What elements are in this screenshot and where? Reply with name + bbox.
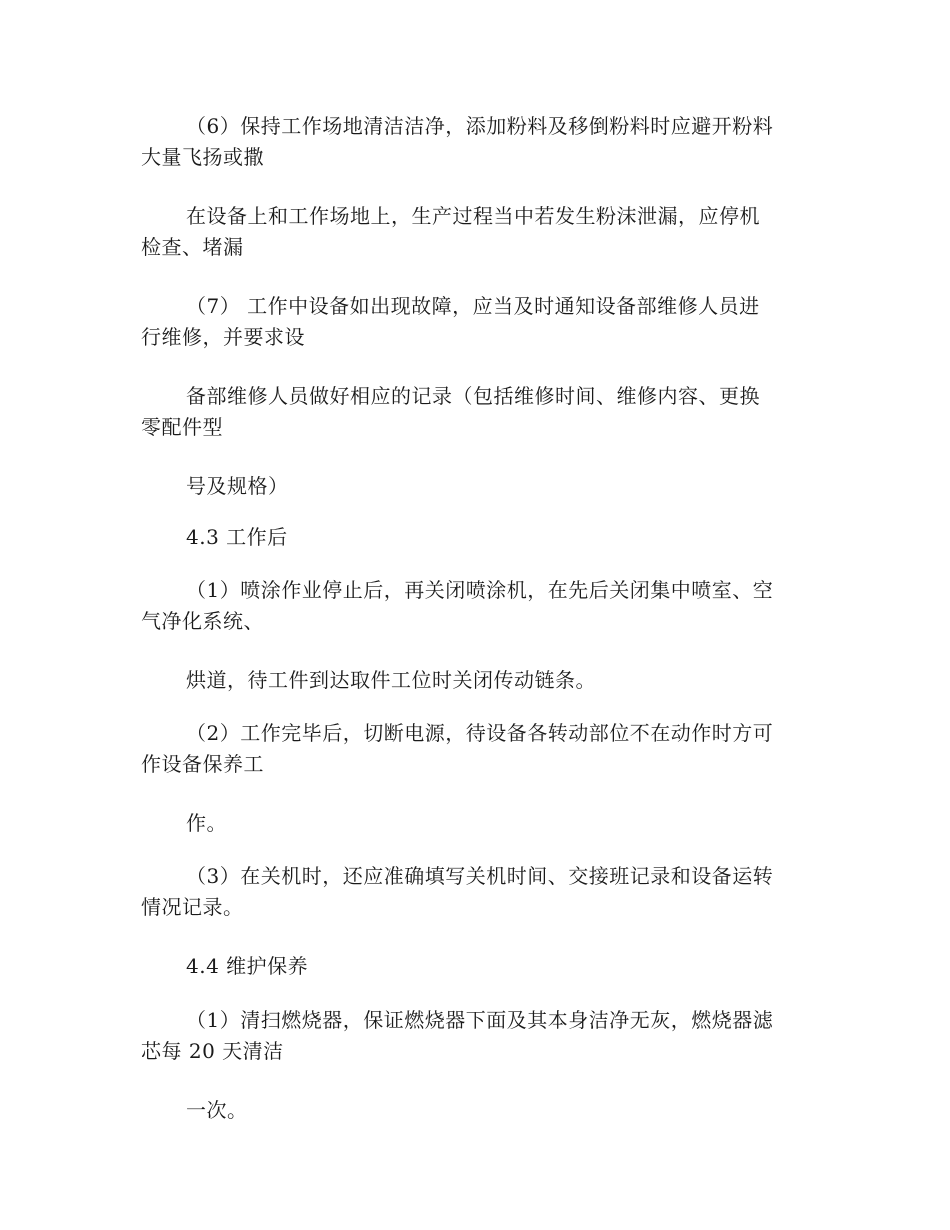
paragraph-line: 大量飞扬或撒	[141, 145, 264, 169]
paragraph-line: 备部维修人员做好相应的记录（包括维修时间、维修内容、更换	[186, 384, 760, 408]
paragraph-line: 作设备保养工	[141, 752, 264, 776]
paragraph-line: （6）保持工作场地清洁洁净，添加粉料及移倒粉料时应避开粉料	[186, 114, 774, 138]
paragraph-1-shutdown	[0, 575, 950, 637]
paragraph-line: 作。	[186, 811, 227, 835]
paragraph-line: 行维修，并要求设	[141, 325, 305, 349]
paragraph-line: 烘道，待工件到达取件工位时关闭传动链条。	[186, 668, 596, 692]
paragraph-line: 情况记录。	[141, 895, 244, 919]
section-heading-4-4	[0, 951, 950, 982]
paragraph-line: （7） 工作中设备如出现故障，应当及时通知设备部维修人员进	[186, 294, 760, 318]
paragraph-line: 一次。	[186, 1098, 248, 1122]
paragraph-line: 检查、堵漏	[141, 235, 244, 259]
paragraph-3-records	[0, 861, 950, 923]
paragraph-line: （2）工作完毕后，切断电源，待设备各转动部位不在动作时方可	[186, 721, 774, 745]
paragraph-model-spec	[0, 471, 950, 502]
paragraph-once	[0, 1095, 950, 1126]
section-heading: 4.4 维护保养	[186, 954, 309, 978]
section-heading-4-3	[0, 522, 950, 553]
paragraph-line: （3）在关机时，还应准确填写关机时间、交接班记录和设备运转	[186, 864, 774, 888]
paragraph-line: 芯每 20 天清洁	[141, 1039, 284, 1063]
paragraph-dust-leak	[0, 201, 950, 263]
section-heading: 4.3 工作后	[186, 525, 288, 549]
paragraph-work-end	[0, 808, 950, 839]
paragraph-line: 零配件型	[141, 415, 223, 439]
paragraph-line: 气净化系统、	[141, 609, 264, 633]
paragraph-line: 在设备上和工作场地上，生产过程当中若发生粉沫泄漏，应停机	[186, 204, 760, 228]
paragraph-line: （1）喷涂作业停止后，再关闭喷涂机，在先后关闭集中喷室、空	[186, 578, 774, 602]
paragraph-2-power-off	[0, 718, 950, 780]
paragraph-1-burner-clean	[0, 1005, 950, 1067]
paragraph-6-dust-handling	[0, 111, 950, 173]
paragraph-maintenance-record	[0, 381, 950, 443]
paragraph-7-fault-notice	[0, 291, 950, 353]
paragraph-line: （1）清扫燃烧器，保证燃烧器下面及其本身洁净无灰，燃烧器滤	[186, 1008, 774, 1032]
paragraph-line: 号及规格）	[186, 474, 289, 498]
paragraph-oven-chain	[0, 665, 950, 696]
